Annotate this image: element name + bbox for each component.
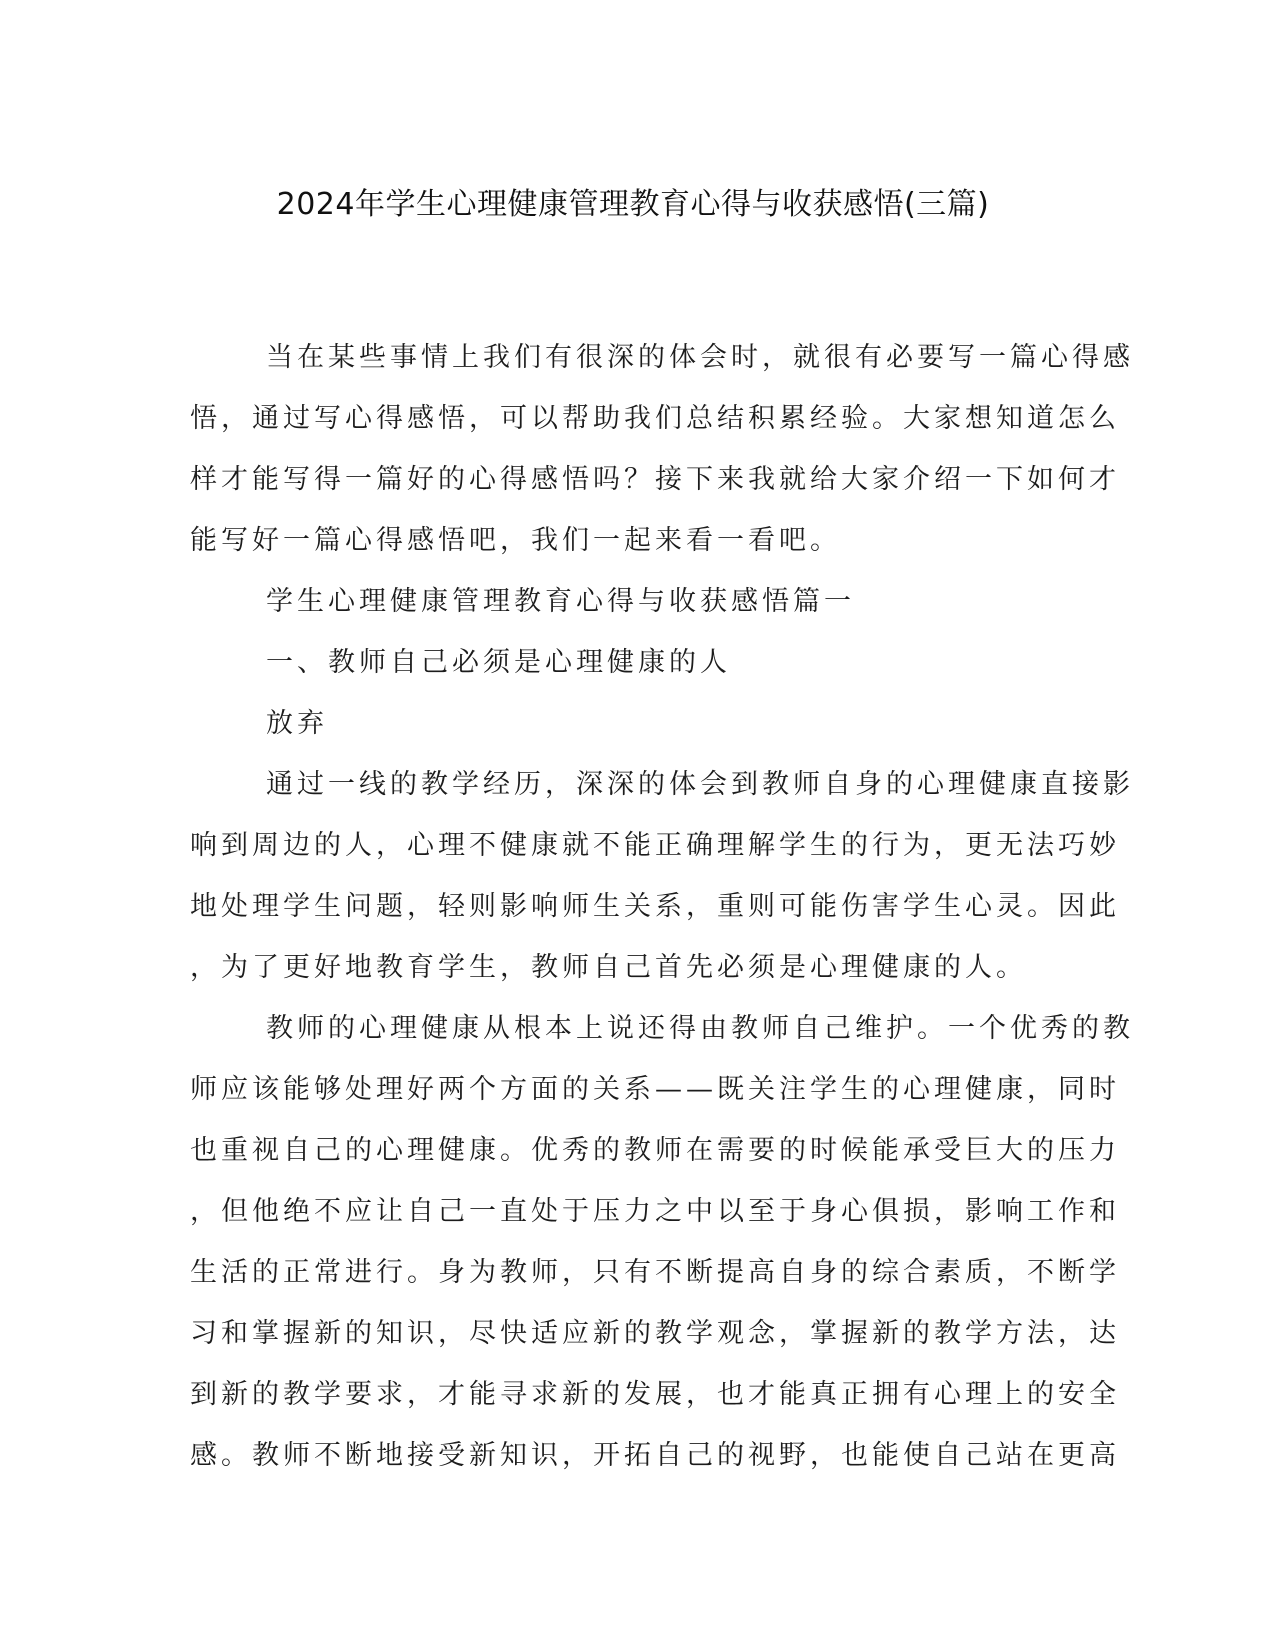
- text-line: ，但他绝不应让自己一直处于压力之中以至于身心俱损，影响工作和: [190, 1196, 1120, 1227]
- text-line: 生活的正常进行。身为教师，只有不断提高自身的综合素质，不断学: [190, 1257, 1120, 1288]
- text-line: 学生心理健康管理教育心得与收获感悟篇一: [266, 586, 855, 617]
- text-line: 感。教师不断地接受新知识，开拓自己的视野，也能使自己站在更高: [190, 1440, 1120, 1471]
- paragraph-intro: [190, 327, 1134, 571]
- paragraph-short: [190, 693, 1085, 754]
- paragraph-experience: [190, 754, 1134, 998]
- text-line: 也重视自己的心理健康。优秀的教师在需要的时候能承受巨大的压力: [190, 1135, 1120, 1166]
- text-line: 样才能写得一篇好的心得感悟吗？接下来我就给大家介绍一下如何才: [190, 464, 1120, 495]
- text-line: 习和掌握新的知识，尽快适应新的教学观念，掌握新的教学方法，达: [190, 1318, 1120, 1349]
- text-line: 悟，通过写心得感悟，可以帮助我们总结积累经验。大家想知道怎么: [190, 403, 1120, 434]
- text-line: 响到周边的人，心理不健康就不能正确理解学生的行为，更无法巧妙: [190, 830, 1120, 861]
- document-title: 2024年学生心理健康管理教育心得与收获感悟(三篇): [276, 187, 990, 222]
- text-line: 到新的教学要求，才能寻求新的发展，也才能真正拥有心理上的安全: [190, 1379, 1120, 1410]
- document-body: [190, 327, 1134, 1486]
- subsection-heading: [190, 632, 1085, 693]
- text-line: 放弃: [266, 708, 328, 739]
- text-line: 当在某些事情上我们有很深的体会时，就很有必要写一篇心得感: [266, 342, 1134, 373]
- text-line: 教师的心理健康从根本上说还得由教师自己维护。一个优秀的教: [266, 1013, 1134, 1044]
- paragraph-maintenance: [190, 998, 1134, 1486]
- text-line: 通过一线的教学经历，深深的体会到教师自身的心理健康直接影: [266, 769, 1134, 800]
- text-line: 地处理学生问题，轻则影响师生关系，重则可能伤害学生心灵。因此: [190, 891, 1120, 922]
- section-heading: [190, 571, 1085, 632]
- text-line: 师应该能够处理好两个方面的关系——既关注学生的心理健康，同时: [190, 1074, 1120, 1105]
- text-line: 能写好一篇心得感悟吧，我们一起来看一看吧。: [190, 525, 841, 556]
- text-line: ，为了更好地教育学生，教师自己首先必须是心理健康的人。: [190, 952, 1027, 983]
- text-line: 一、教师自己必须是心理健康的人: [266, 647, 731, 678]
